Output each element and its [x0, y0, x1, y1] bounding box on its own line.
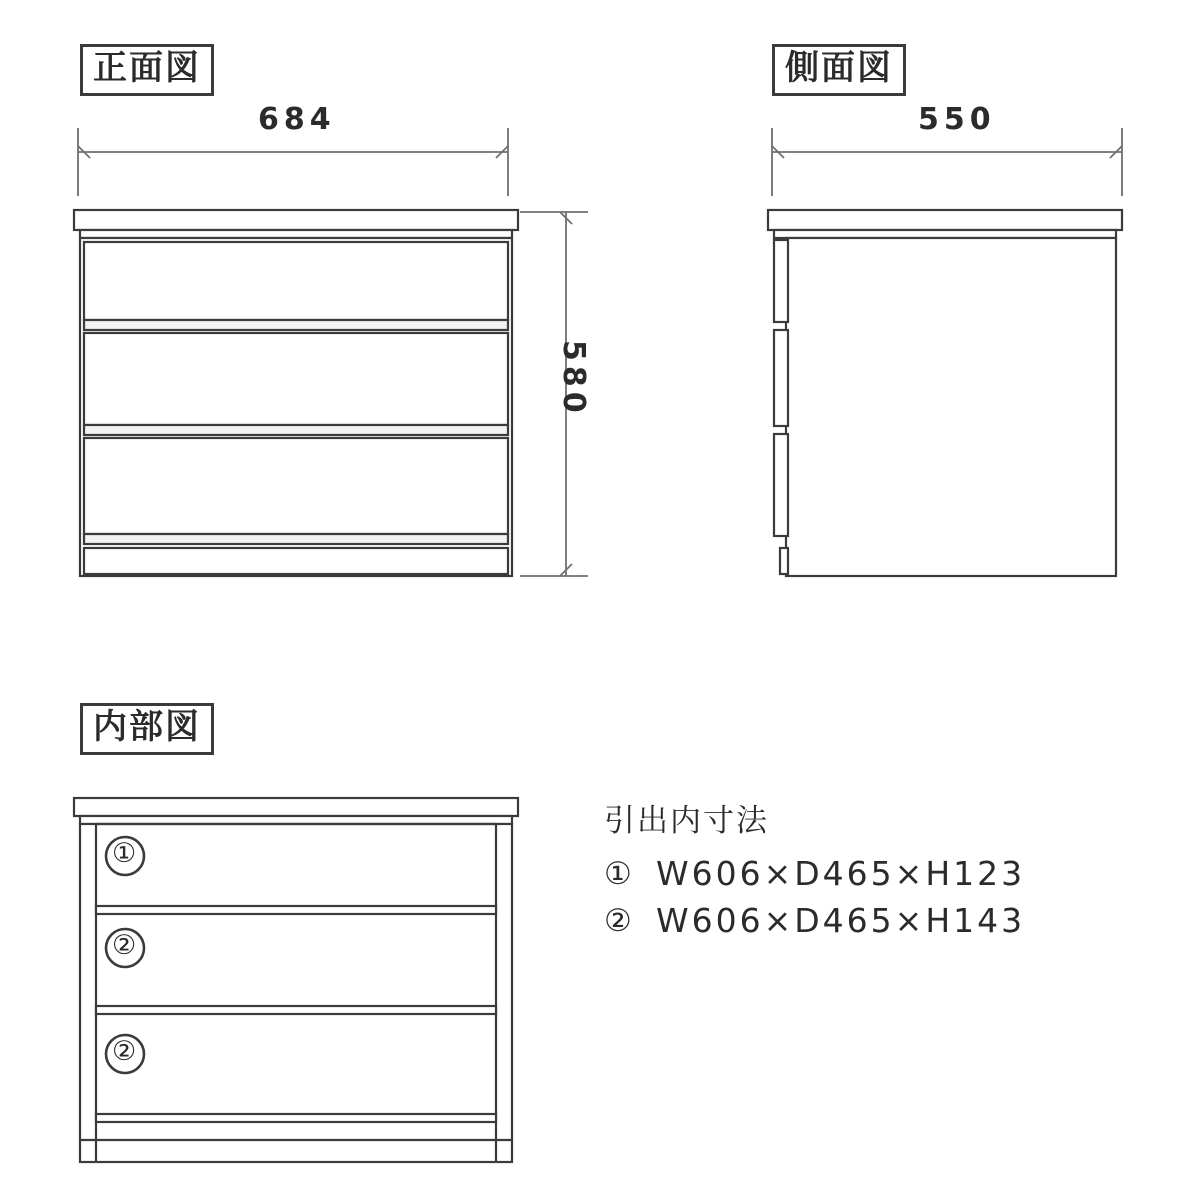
- front-plinth: [84, 548, 508, 574]
- front-drawer-3: [84, 438, 508, 544]
- drawer-spec-row-2-value: W606×D465×H143: [656, 901, 1026, 940]
- side-drawer-edges: [774, 240, 788, 574]
- front-top-panel: [74, 210, 518, 238]
- drawer-spec-row-2-num: ②: [604, 902, 635, 939]
- inner-top-panel: [74, 798, 518, 824]
- side-body-outline: [786, 238, 1116, 576]
- front-view-title: 正面図: [80, 44, 214, 96]
- drawer-spec-row-2: [604, 901, 1025, 940]
- front-drawer-1: [84, 242, 508, 330]
- drawer-spec-row-1-value: W606×D465×H123: [656, 854, 1026, 893]
- drawer-spec-block: [604, 795, 1025, 948]
- inner-mark-1-label: ①: [112, 838, 137, 869]
- front-width-label: 684: [258, 102, 336, 137]
- side-top-panel: [768, 210, 1122, 238]
- drawer-spec-title: 引出内寸法: [604, 803, 769, 839]
- side-depth-label: 550: [918, 102, 996, 137]
- front-width-dimension: [78, 128, 508, 196]
- side-view-title: 側面図: [772, 44, 906, 96]
- front-drawer-2: [84, 333, 508, 435]
- front-height-label: 580: [556, 340, 591, 418]
- drawer-spec-row-1: [604, 854, 1025, 893]
- inner-mark-3-label: ②: [112, 1036, 137, 1067]
- drawer-spec-row-1-num: ①: [604, 855, 635, 892]
- inner-view-title: 内部図: [80, 703, 214, 755]
- inner-mark-2-label: ②: [112, 930, 137, 961]
- inner-body-outline: [80, 824, 512, 1162]
- side-depth-dimension: [772, 128, 1122, 196]
